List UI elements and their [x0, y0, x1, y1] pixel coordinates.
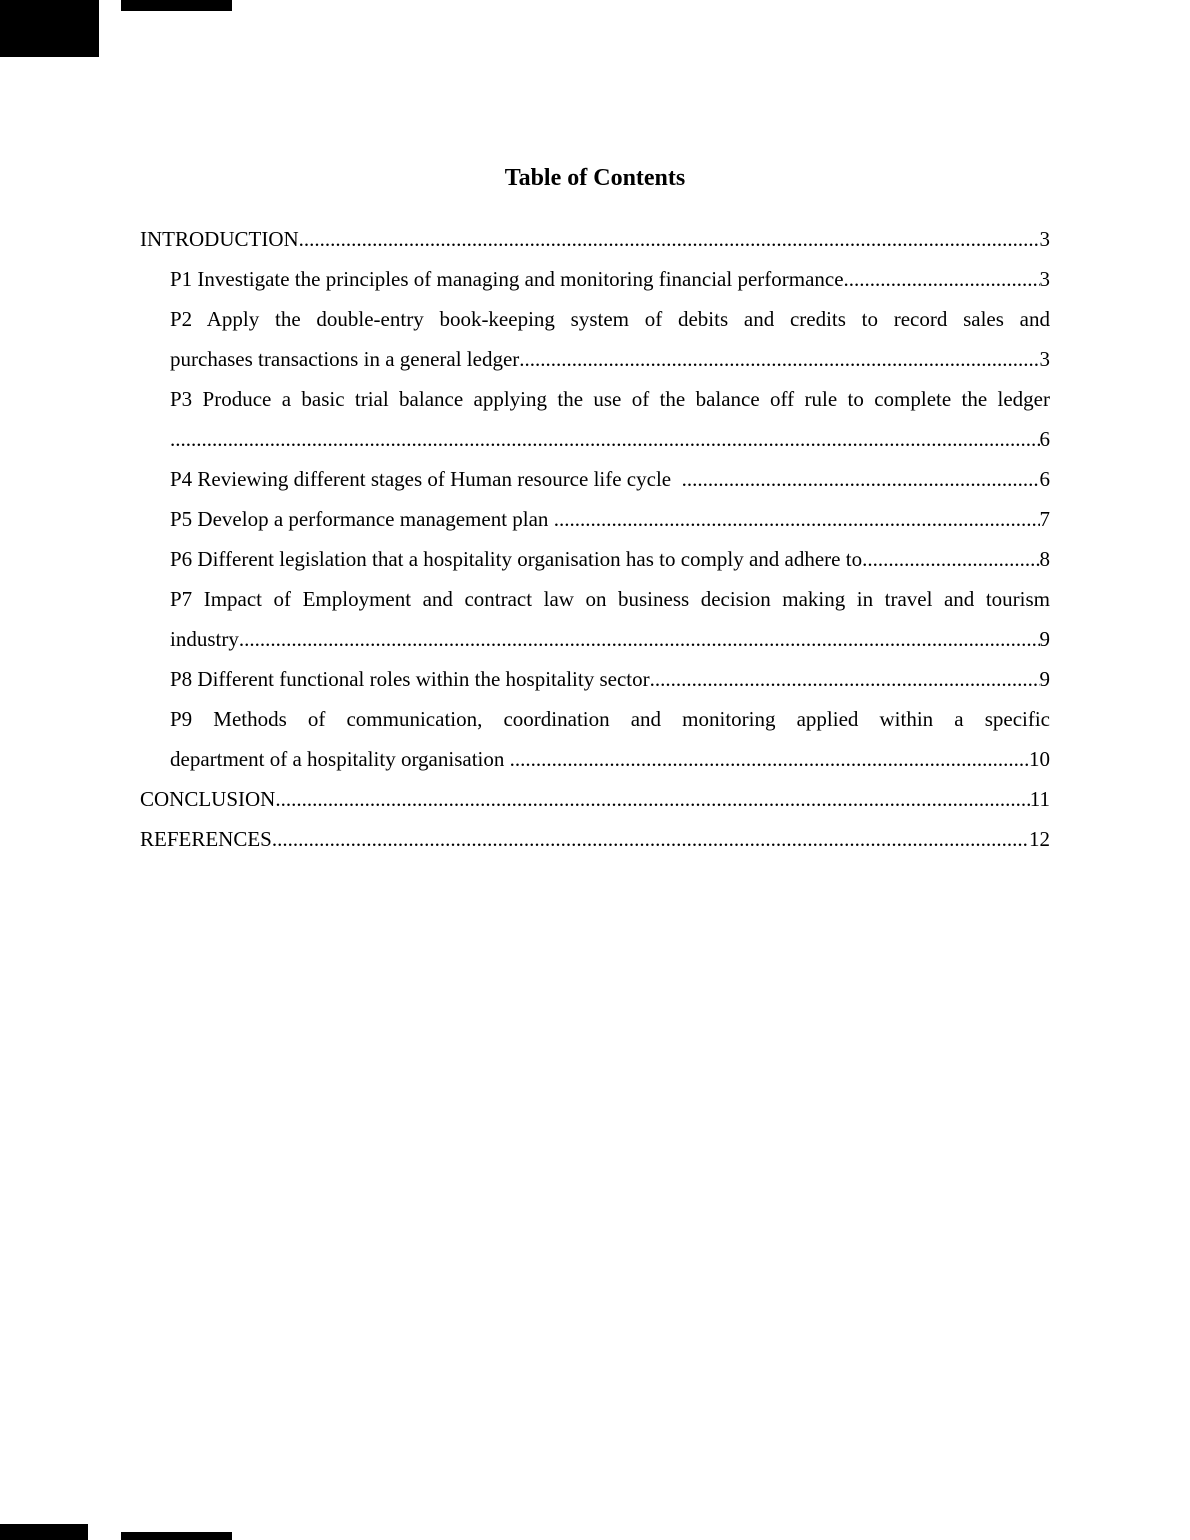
toc-page-number: 9 — [1039, 667, 1050, 691]
toc-page-number: 8 — [1039, 547, 1050, 571]
toc-entry-line — [170, 619, 1050, 659]
toc-entry-line — [170, 739, 1050, 779]
toc-entry-line: P9 Methods of communication, coordination and monitoring applied within a specific — [170, 707, 1050, 731]
dot-leader — [519, 339, 1039, 379]
toc-entry-line — [170, 339, 1050, 379]
dot-leader — [272, 819, 1029, 859]
toc-entry — [140, 659, 1050, 699]
toc-entry-line — [170, 459, 1050, 499]
toc-entry — [140, 299, 1050, 379]
toc-entry — [140, 699, 1050, 779]
toc-page-number: 9 — [1039, 627, 1050, 651]
toc-entry-text: P6 Different legislation that a hospitality organisation has to comply and adhere to — [170, 547, 863, 571]
dot-leader — [170, 419, 1040, 459]
toc-page-number: 6 — [1039, 427, 1050, 451]
toc-entry-text: P8 Different functional roles within the hospitality sector — [170, 667, 650, 691]
dot-leader — [239, 619, 1040, 659]
toc-entry-text: P1 Investigate the principles of managing and monitoring financial performance — [170, 267, 844, 291]
scan-artifact-top-strip — [121, 0, 232, 11]
dot-leader — [650, 659, 1040, 699]
scan-artifact-top-left — [0, 0, 99, 57]
dot-leader — [682, 459, 1040, 499]
toc-entry — [140, 459, 1050, 499]
toc-page-number: 11 — [1029, 787, 1050, 811]
dot-leader — [844, 259, 1040, 299]
toc-entry — [140, 379, 1050, 459]
toc-page-number: 12 — [1029, 827, 1050, 851]
toc-entry-text: CONCLUSION — [140, 787, 276, 811]
toc-entry-line — [140, 219, 1050, 259]
toc-page-number: 6 — [1039, 467, 1050, 491]
toc-entry-text: P5 Develop a performance management plan — [170, 507, 554, 531]
toc-entry-text: P4 Reviewing different stages of Human resource life cycle — [170, 467, 682, 491]
toc-entry-line — [170, 539, 1050, 579]
toc-entry-line — [170, 499, 1050, 539]
toc-entry-line: P2 Apply the double-entry book-keeping system of debits and credits to record sales and — [170, 307, 1050, 331]
toc-entry — [140, 219, 1050, 259]
dot-leader — [275, 779, 1029, 819]
toc-page-number: 3 — [1039, 347, 1050, 371]
dot-leader — [510, 739, 1029, 779]
toc-entry-line: P7 Impact of Employment and contract law on business decision making in travel and tourism — [170, 587, 1050, 611]
dot-leader — [862, 539, 1039, 579]
toc-entry-text: industry — [170, 627, 239, 651]
toc-entry-text: INTRODUCTION — [140, 227, 299, 251]
scan-artifact-bottom-left — [0, 1524, 88, 1540]
scan-artifact-bottom-strip — [121, 1532, 232, 1540]
toc-entry-line: P3 Produce a basic trial balance applying the use of the balance off rule to complete the ledger — [170, 387, 1050, 411]
toc-entry-line — [170, 659, 1050, 699]
toc-entry — [140, 819, 1050, 859]
table-of-contents — [140, 219, 1050, 859]
toc-entry-line — [170, 419, 1050, 459]
toc-entry-line — [140, 819, 1050, 859]
dot-leader — [299, 219, 1040, 259]
toc-entry-line — [140, 779, 1050, 819]
toc-entry-text: purchases transactions in a general ledger — [170, 347, 520, 371]
toc-entry — [140, 779, 1050, 819]
toc-entry — [140, 499, 1050, 539]
toc-entry-text: department of a hospitality organisation — [170, 747, 510, 771]
dot-leader — [554, 499, 1040, 539]
toc-entry-text: REFERENCES — [140, 827, 272, 851]
page-title: Table of Contents — [504, 165, 686, 191]
toc-page-number: 7 — [1039, 507, 1050, 531]
toc-page-number: 10 — [1029, 747, 1050, 771]
toc-page-number: 3 — [1039, 267, 1050, 291]
toc-entry-line — [170, 259, 1050, 299]
toc-page-number: 3 — [1039, 227, 1050, 251]
toc-entry — [140, 579, 1050, 659]
toc-entry — [140, 259, 1050, 299]
toc-entry — [140, 539, 1050, 579]
